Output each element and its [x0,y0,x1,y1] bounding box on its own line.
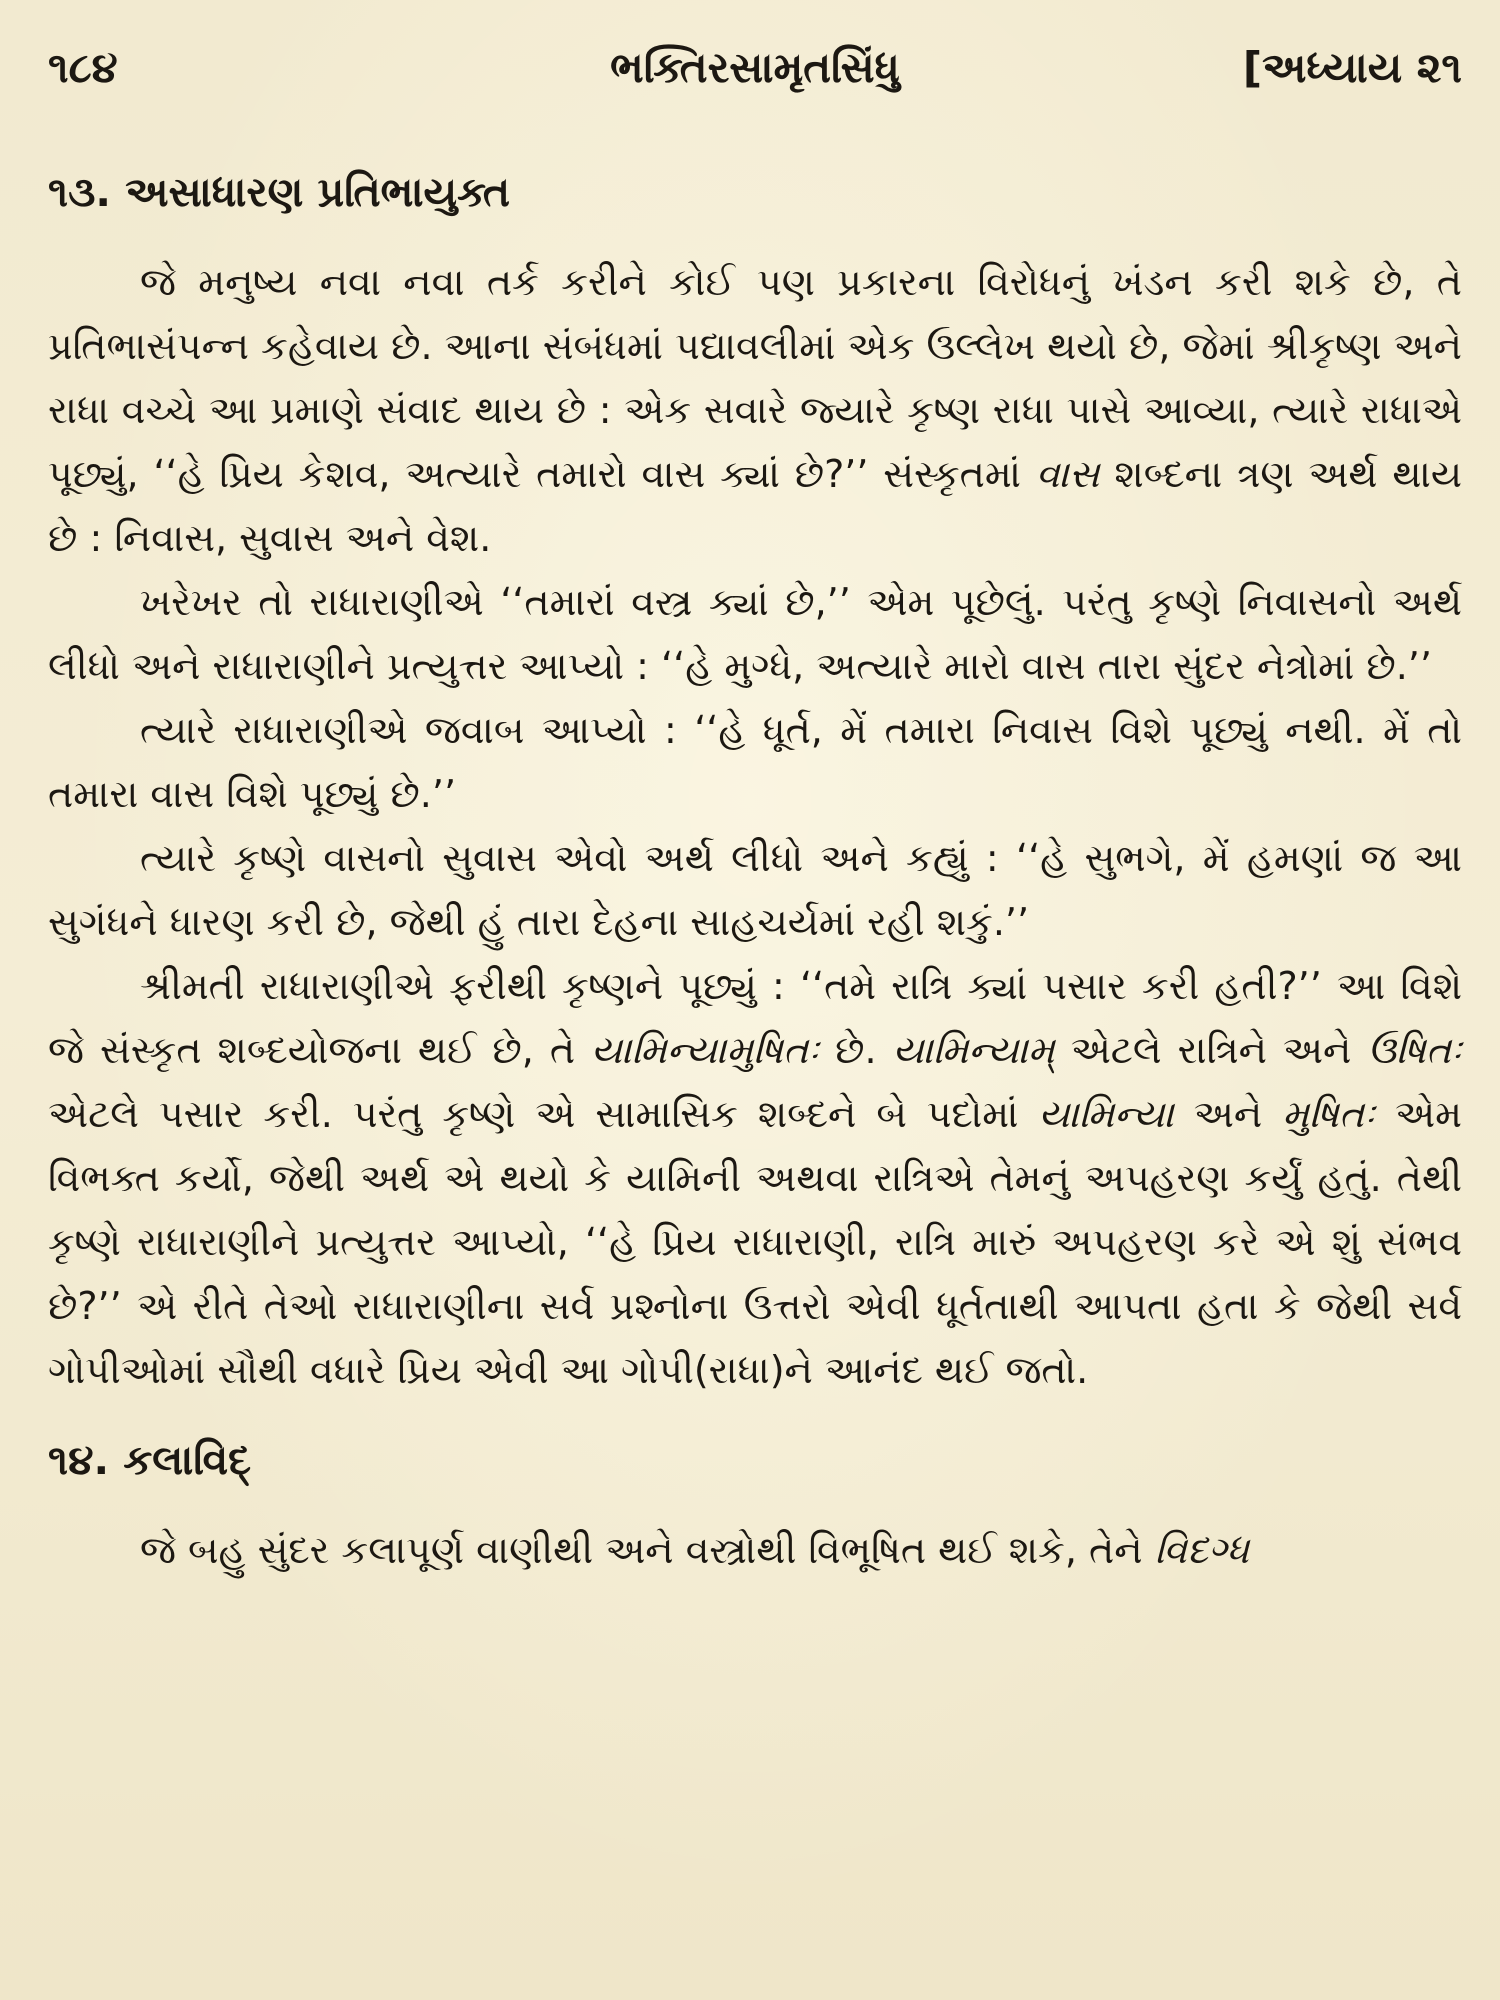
paragraph-13-4: ત્યારે કૃષ્ણે વાસનો સુવાસ એવો અર્થ લીધો અને કહ્યું : ‘‘હે સુભગે, મેં હમણાં જ આ સુગંધને ધારણ કરી છે, જેથી હું તારા દેહના સાહચર્યમાં રહી શકું.’’ [48,836,1462,944]
paragraph-text: અને [1193,1092,1263,1136]
paragraph-text: છે. [835,1028,877,1072]
page-body [48,160,1462,1582]
sanskrit-term: મુષિતઃ [1282,1092,1375,1136]
section-heading-13: ૧૩. અસાધારણ પ્રતિભાયુક્ત [48,168,511,216]
paragraph-13-2: ખરેખર તો રાધારાણીએ ‘‘તમારાં વસ્ત્ર ક્યાં છે,’’ એમ પૂછેલું. પરંતુ કૃષ્ણે નિવાસનો અર્થ લીધો અને રાધારાણીને પ્રત્યુત્તર આપ્યો : ‘‘હે મુગ્ધે, અત્યારે મારો વાસ તારા સુંદર નેત્રોમાં છે.’’ [48,580,1462,688]
paragraph-13-3: ત્યારે રાધારાણીએ જવાબ આપ્યો : ‘‘હે ધૂર્ત, મેં તમારા નિવાસ વિશે પૂછ્યું નથી. મેં તો તમારા વાસ વિશે પૂછ્યું છે.’’ [48,708,1462,816]
sanskrit-term: યામિન્યામુષિતઃ [591,1028,820,1072]
sanskrit-term: વિદગ્ધ [1154,1528,1250,1572]
sanskrit-term: ઉષિતઃ [1367,1028,1462,1072]
page-number: ૧૮૪ [48,43,118,92]
paragraph-text: જે બહુ સુંદર કલાપૂર્ણ વાણીથી અને વસ્ત્રોથી વિભૂષિત થઈ શકે, તેને [140,1528,1143,1572]
chapter-label: [અધ્યાય ૨૧ [1242,43,1462,92]
paragraph-13-5 [48,954,1462,1402]
paragraph-text: શ્રીમતી રાધારાણીએ ફરીથી કૃષ્ણને પૂછ્યું : ‘‘તમે રાત્રિ ક્યાં પસાર કરી હતી?’’ આ વિશે જે સંસ્કૃત શબ્દયોજના થઈ છે, તે [48,964,1462,1072]
paragraph-text: એટલે રાત્રિને અને [1070,1028,1352,1072]
sanskrit-term: વાસ [1035,452,1100,496]
running-head [48,38,1462,98]
paragraph-13-1 [48,250,1462,570]
paragraph-14-1 [48,1518,1462,1582]
book-title: ભક્તિરસામૃતસિંધુ [610,43,900,92]
paragraph-text: એમ વિભક્ત કર્યો, જેથી અર્થ એ થયો કે યામિની અથવા રાત્રિએ તેમનું અપહરણ કર્યું હતું. તેથી કૃષ્ણે રાધારાણીને પ્રત્યુત્તર આપ્યો, ‘‘હે પ્રિય રાધારાણી, રાત્રિ મારું અપહરણ કરે એ શું સંભવ છે?’’ એ રીતે તેઓ રાધારાણીના સર્વ પ્રશ્નોના ઉત્તરો એવી ધૂર્તતાથી આપતા હતા કે જેથી સર્વ ગોપીઓમાં સૌથી વધારે પ્રિય એવી આ ગોપી(રાધા)ને આનંદ થઈ જતો. [48,1092,1462,1392]
paragraph-text: એટલે પસાર કરી. પરંતુ કૃષ્ણે એ સામાસિક શબ્દને બે પદોમાં [48,1092,1019,1136]
sanskrit-term: યામિન્યા [1038,1092,1174,1136]
paragraph-text: જે મનુષ્ય નવા નવા તર્ક કરીને કોઈ પણ પ્રકારના વિરોધનું ખંડન કરી શકે છે, તે પ્રતિભાસંપન્ન કહેવાય છે. આના સંબંધમાં પદ્યાવલીમાં એક ઉલ્લેખ થયો છે, જેમાં શ્રીકૃષ્ણ અને રાધા વચ્ચે આ પ્રમાણે સંવાદ થાય છે : એક સવારે જ્યારે કૃષ્ણ રાધા પાસે આવ્યા, ત્યારે રાધાએ પૂછ્યું, ‘‘હે પ્રિય કેશવ, અત્યારે તમારો વાસ ક્યાં છે?’’ સંસ્કૃતમાં [48,260,1462,496]
sanskrit-term: યામિન્યામ્ [892,1028,1055,1072]
section-heading-14: ૧૪. કલાવિદ્ [48,1436,252,1484]
paragraph-text: શબ્દના ત્રણ અર્થ થાય છે : નિવાસ, સુવાસ અને વેશ. [48,452,1462,560]
